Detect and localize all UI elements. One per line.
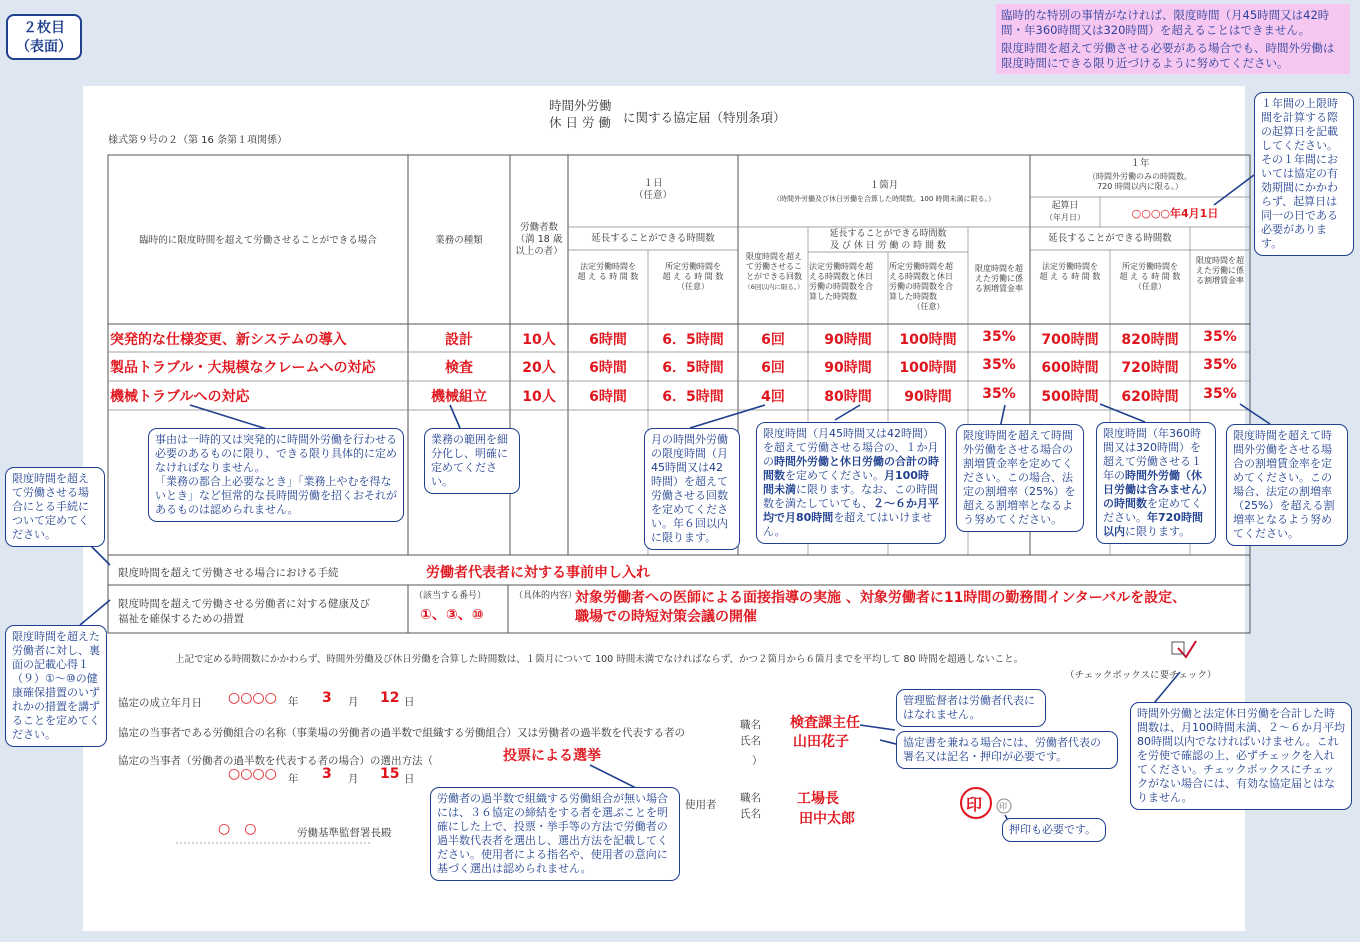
hmp-4: 算した時間数: [889, 292, 937, 301]
row-workers[interactable]: 20人: [522, 360, 556, 376]
sheet-side: （表面）: [16, 39, 72, 55]
header-month: １箇月: [869, 180, 899, 191]
cm-t4: を超えてはいけません。: [763, 511, 933, 538]
cm-t3: に限ります。なお、この時間数を満たしていても、: [763, 483, 939, 510]
checkbox[interactable]: [1172, 642, 1186, 656]
cr-1: 事由は一時的又は突発的に時間外労働を行わせる必要のあるものに限り、できる限り具体的に定めなければなりません。: [155, 433, 397, 474]
row-m2[interactable]: 100時間: [899, 360, 957, 376]
header-month-sub: （時間外労働及び休日労働を合算した時間数。100 時間未満に限る。）: [772, 195, 996, 203]
hl-2: 福祉を確保するための措置: [118, 613, 244, 625]
header-month-extend: [808, 228, 968, 252]
hdp-1: 所定労働時間を: [665, 262, 721, 271]
row-reason[interactable]: 製品トラブル・大規模なクレームへの対応: [110, 360, 376, 376]
row-r2[interactable]: 35%: [1203, 329, 1237, 345]
cy-t3: に限ります。: [1125, 525, 1191, 538]
hw-3: 以上の者）: [515, 246, 563, 257]
callout-seal: 押印も必要です。: [1002, 818, 1106, 842]
header-month-rate: [968, 264, 1030, 294]
start-date-value[interactable]: ○○○○年4月1日: [1131, 207, 1219, 220]
header-start-date: [1032, 200, 1098, 224]
row-d2[interactable]: 6．5時間: [662, 389, 724, 405]
hml-3: 労働の時間数を合: [809, 282, 873, 291]
header-year-sub: [1030, 172, 1250, 192]
union-title-label: 職名: [740, 719, 761, 731]
method-label: 協定の当事者（労働者の過半数を代表する者の場合）の選出方法（: [118, 755, 433, 767]
callout-start-date: １年間の上限時間を計算する際の起算日を記載してください。その１年間においては協定の有効期間にかかわらず、起算日は同一の日である必要があります。: [1254, 92, 1354, 256]
title-suffix: に関する協定届（特別条項）: [623, 110, 786, 125]
callout-majority: 労働者の過半数で組織する労働組合が無い場合には、３６協定の締結をする者を選ぶことを明確にした上で、投票・挙手等の方法で労働者の過半数代表者を選出し、選出方法を記載してください。使用者による指名や、使用者の意向に基づく選出は認められません。: [430, 787, 680, 881]
header-day-prescribed: [650, 262, 736, 292]
check-statement: 上記で定める時間数にかかわらず、時間外労働及び休日労働を合算した時間数は、１箇月について 100 時間未満でなければならず、かつ２箇月から６箇月までを平均して 80 時間を超過しないこと。: [175, 654, 1024, 665]
row-d1[interactable]: 6時間: [589, 389, 627, 405]
row-y1[interactable]: 700時間: [1041, 332, 1099, 348]
date2-year-unit: 年: [288, 773, 299, 785]
hme-2: 及 び 休 日 労 働 の 時 間 数: [830, 241, 946, 251]
hc-1: 限度時間を超え: [746, 252, 802, 261]
hc-4: （6回以内に限る。）: [744, 283, 804, 291]
hmp-1: 所定労働時間を超: [889, 262, 953, 271]
hyr-2: えた労働に係: [1196, 266, 1244, 275]
row-work[interactable]: 設計: [445, 332, 473, 348]
employer-title-label: 職名: [740, 792, 761, 804]
hys-2: 720 時間以内に限る。）: [1097, 182, 1183, 191]
date1-day-unit: 日: [404, 696, 415, 708]
callout-rate-year: 限度時間を超えて時間外労働をさせる場合の割増賃金率を定めてください。この場合、法定の割増率（25%）を超える割増率となるよう努めてください。: [1226, 424, 1348, 546]
hme-1: 延長することができる時間数: [829, 229, 947, 239]
employer-label: 使用者: [685, 799, 717, 811]
hmp-5: （任意）: [912, 302, 945, 311]
row-workers[interactable]: 10人: [522, 389, 556, 405]
seal-placeholder: 印: [999, 802, 1007, 811]
hc-2: て労働させるこ: [746, 262, 802, 271]
health-detail-value[interactable]: [575, 589, 1186, 627]
agreement-date[interactable]: [228, 690, 418, 710]
notice-line-2: 限度時間を超えて労働させる必要がある場合でも、時間外労働は限度時間にできる限り近づけるように努めてください。: [1001, 41, 1335, 70]
hd-1: １日: [643, 178, 663, 189]
hdl-2: 超 え る 時 間 数: [577, 272, 639, 281]
date2-day-unit: 日: [404, 773, 415, 785]
agreement-date-label: 協定の成立年月日: [118, 697, 202, 709]
cm-t2: を定めてください。: [785, 469, 884, 482]
procedure-label: 限度時間を超えて労働させる場合における手続: [118, 567, 339, 579]
hl-1: 限度時間を超えて労働させる労働者に対する健康及び: [118, 598, 370, 610]
row-y1[interactable]: 500時間: [1041, 389, 1099, 405]
row-r1[interactable]: 35%: [982, 357, 1016, 373]
cm-t1: 限度時間（月45時間又は42時間）を超えて労働させる場合の、１か月の: [763, 427, 939, 468]
employer-name-label: 氏名: [740, 808, 761, 820]
callout-signature: 協定書を兼ねる場合には、労働者代表の署名又は記名・押印が必要です。: [896, 731, 1118, 769]
title-overtime: 時間外労働: [549, 98, 612, 113]
row-m2[interactable]: 100時間: [899, 332, 957, 348]
header-day-legal: [570, 262, 646, 282]
hw-2: （満 18 歳: [515, 234, 563, 245]
hdv-2: 職場での時短対策会議の開催: [575, 609, 757, 625]
date2-month-unit: 月: [348, 773, 359, 785]
cm-b1: 時間外労働と休日労働の合計の時間数: [763, 455, 939, 482]
hmr-3: る割増賃金率: [975, 284, 1023, 293]
row-y2[interactable]: 820時間: [1121, 332, 1179, 348]
date1-day: 12: [380, 690, 400, 706]
header-year-rate: [1190, 256, 1250, 286]
header-year-legal: [1032, 262, 1108, 282]
row-m1[interactable]: 80時間: [824, 389, 872, 405]
sheet-number: ２枚目: [23, 20, 65, 36]
row-r1[interactable]: 35%: [982, 386, 1016, 402]
header-day: [568, 178, 738, 202]
hml-2: える時間数と休日: [809, 272, 873, 281]
row-m1[interactable]: 90時間: [824, 332, 872, 348]
hdp-2: 超 え る 時 間 数: [662, 272, 724, 281]
hmp-3: 労働の時間数を合: [889, 282, 953, 291]
callout-manager: 管理監督者は労働者代表にはなれません。: [896, 689, 1046, 727]
callout-work: 業務の範囲を細分化し、明確に定めてください。: [424, 428, 520, 494]
union-name-value[interactable]: 山田花子: [793, 734, 849, 750]
row-reason[interactable]: 突発的な仕様変更、新システムの導入: [110, 332, 347, 348]
header-work-type: 業務の種類: [435, 235, 483, 246]
hmr-2: えた労働に係: [975, 274, 1023, 283]
cy-t2: を定めてください。: [1103, 497, 1202, 524]
cy-b2: 年720時間以内: [1103, 511, 1203, 538]
hd-2: （任意）: [633, 190, 672, 201]
row-reason[interactable]: 機械トラブルへの対応: [110, 389, 250, 405]
header-count: [740, 252, 808, 292]
employer-name-value[interactable]: 田中太郎: [799, 811, 855, 827]
hw-1: 労働者数: [519, 222, 558, 233]
cy-t1: 限度時間（年360時間又は320時間）を超えて労働させる１年の: [1103, 427, 1202, 482]
hyr-1: 限度時間を超: [1196, 256, 1244, 265]
signing-date[interactable]: [228, 766, 418, 786]
hdp-3: （任意）: [677, 282, 709, 291]
header-year: １年: [1130, 158, 1150, 169]
row-cnt[interactable]: 4回: [761, 389, 785, 405]
row-work[interactable]: 検査: [445, 360, 473, 376]
callout-procedure: 限度時間を超えて労働させる場合にとる手続について定めてください。: [5, 467, 105, 547]
method-value[interactable]: 投票による選挙: [503, 748, 601, 764]
title-holiday: 休 日 労 働: [549, 115, 611, 130]
procedure-value[interactable]: 労働者代表者に対する事前申し入れ: [426, 565, 650, 581]
row-r2[interactable]: 35%: [1203, 357, 1237, 373]
row-r2[interactable]: 35%: [1203, 386, 1237, 402]
header-day-extend: 延長することができる時間数: [591, 233, 715, 244]
date2-year: ○○○○: [228, 766, 277, 782]
hyr-3: る割増賃金率: [1196, 276, 1244, 285]
seal-mark: 印: [966, 795, 983, 814]
date1-year: ○○○○: [228, 690, 277, 706]
row-y2[interactable]: 720時間: [1121, 360, 1179, 376]
header-year-prescribed: [1112, 262, 1188, 292]
hdv-1: 対象労働者への医師による面接指導の実施 、対象労働者に11時間の勤務間インターバルを設定、: [575, 590, 1187, 606]
union-label: 協定の当事者である労働組合の名称（事業場の労働者の過半数で組織する労働組合）又は労働者の過半数を代表する者の: [118, 727, 685, 739]
hmr-1: 限度時間を超: [975, 264, 1023, 273]
hys-1: （時間外労働のみの時間数。: [1088, 172, 1192, 181]
callout-month: [756, 422, 946, 544]
hsd-2: （年月日）: [1045, 213, 1085, 222]
header-reason: 臨時的に限度時間を超えて労働させることができる場合: [139, 235, 377, 246]
cy-b1: 時間外労働（休日労働は含みません）の時間数: [1103, 469, 1208, 510]
row-y2[interactable]: 620時間: [1121, 389, 1179, 405]
callout-count: 月の時間外労働の限度時間（月45時間又は42時間）を超えて労働させる回数を定めてください。年６回以内に限ります。: [644, 428, 740, 550]
health-label: [118, 597, 370, 627]
notice-line-1: 臨時的な特別の事情がなければ、限度時間（月45時間又は42時間・年360時間又は320時間）を超えることはできません。: [1001, 8, 1330, 37]
row-cnt[interactable]: 6回: [761, 360, 785, 376]
cr-2: 「業務の都合上必要なとき」「業務上やむを得ないとき」など恒常的な長時間労働を招くおそれがあるものは認められません。: [155, 475, 397, 516]
hmp-2: える時間数と休日: [889, 272, 953, 281]
row-cnt[interactable]: 6回: [761, 332, 785, 348]
cm-b3: ２～６か月平均で月80時間: [763, 497, 939, 524]
row-r1[interactable]: 35%: [982, 329, 1016, 345]
health-detail-label: （具体的内容）: [514, 591, 578, 601]
callout-reason: [148, 428, 404, 522]
row-workers[interactable]: 10人: [522, 332, 556, 348]
date1-year-unit: 年: [288, 696, 299, 708]
hyl-1: 法定労働時間を: [1042, 262, 1098, 271]
row-d2[interactable]: 6．5時間: [662, 332, 724, 348]
hyp-1: 所定労働時間を: [1122, 262, 1178, 271]
row-work[interactable]: 機械組立: [431, 389, 487, 405]
date1-month: 3: [322, 690, 332, 706]
union-title-value[interactable]: 検査課主任: [790, 715, 860, 731]
hc-3: とができる回数: [746, 272, 802, 281]
hdl-1: 法定労働時間を: [580, 262, 636, 271]
callout-health: 限度時間を超えた労働者に対し、裏面の記載心得１（９）①～⑩の健康確保措置のいずれかの措置を講ずることを定めてください。: [5, 625, 107, 747]
health-no-label: （該当する番号）: [414, 591, 487, 601]
cm-b2: 月100時間未満: [763, 469, 929, 496]
row-d1[interactable]: 6時間: [589, 332, 627, 348]
header-month-legal: [809, 262, 888, 302]
method-close: ）: [752, 755, 763, 767]
callout-year: [1096, 422, 1216, 544]
date2-month: 3: [322, 766, 332, 782]
union-name-label: 氏名: [740, 735, 761, 747]
row-d1[interactable]: 6時間: [589, 360, 627, 376]
hyp-2: 超 え る 時 間 数: [1119, 272, 1181, 281]
hyp-3: （任意）: [1134, 282, 1166, 291]
health-no-value[interactable]: ①、③、⑩: [420, 607, 484, 623]
hyl-2: 超 え る 時 間 数: [1039, 272, 1101, 281]
date2-day: 15: [380, 766, 400, 782]
row-y1[interactable]: 600時間: [1041, 360, 1099, 376]
row-m2[interactable]: 90時間: [904, 389, 952, 405]
callout-checkbox: 時間外労働と法定休日労働を合計した時間数は、月100時間未満、２～６か月平均80時間以内でなければいけません。これを労使で確認の上、必ずチェックを入れてください。チェックボックスにチェックがない場合には、有効な協定届とはなりません。: [1130, 702, 1352, 810]
row-d2[interactable]: 6．5時間: [662, 360, 724, 376]
callout-rate-month: 限度時間を超えて時間外労働をさせる場合の割増賃金率を定めてください。この場合、法定の割増率（25%）を超える割増率となるよう努めてください。: [956, 424, 1084, 532]
header-year-extend: 延長することができる時間数: [1048, 233, 1172, 244]
employer-title-value[interactable]: 工場長: [797, 791, 839, 807]
form-number: 様式第９号の２（第 16 条第１項関係）: [108, 135, 288, 146]
header-month-prescribed: [889, 262, 968, 312]
check-note: （チェックボックスに要チェック）: [1065, 670, 1217, 681]
date1-month-unit: 月: [348, 696, 359, 708]
office-name[interactable]: ○ ○: [218, 821, 257, 837]
office-label: 労働基準監督署長殿: [297, 827, 392, 839]
header-workers: [510, 222, 568, 258]
row-m1[interactable]: 90時間: [824, 360, 872, 376]
hml-4: 算した時間数: [809, 292, 857, 301]
hsd-1: 起算日: [1051, 201, 1079, 211]
hml-1: 法定労働時間を超: [809, 262, 873, 271]
